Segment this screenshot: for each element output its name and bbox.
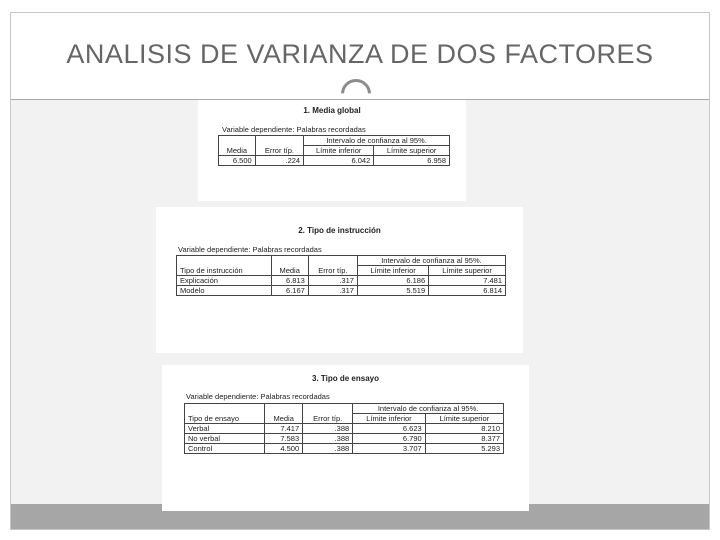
stats-table xyxy=(184,403,504,454)
value-cell: 5.519 xyxy=(357,286,428,296)
value-cell: 6.500 xyxy=(219,156,256,166)
value-cell: 6.958 xyxy=(374,156,450,166)
value-cell: .388 xyxy=(303,444,353,454)
column-header: Error típ. xyxy=(303,414,353,424)
header-cell xyxy=(219,136,256,146)
row-label: Explicación xyxy=(177,276,272,286)
column-header: Límite superior xyxy=(429,266,506,276)
table-title: 2. Tipo de instrucción xyxy=(298,226,381,235)
column-header: Media xyxy=(265,414,303,424)
value-cell: .317 xyxy=(308,276,357,286)
table-media-global xyxy=(198,100,466,201)
value-cell: 6.813 xyxy=(271,276,308,286)
value-cell: .224 xyxy=(255,156,303,166)
value-cell: .388 xyxy=(303,434,353,444)
header-cell xyxy=(265,404,303,414)
value-cell: 8.377 xyxy=(425,434,503,444)
stats-table xyxy=(218,135,450,166)
value-cell: 5.293 xyxy=(425,444,503,454)
dependent-variable: Variable dependiente: Palabras recordadas xyxy=(186,392,330,401)
column-header: Media xyxy=(271,266,308,276)
row-label: No verbal xyxy=(185,434,265,444)
value-cell: .317 xyxy=(308,286,357,296)
table-row xyxy=(219,156,450,166)
stats-table xyxy=(176,255,506,296)
column-header: Media xyxy=(219,146,256,156)
value-cell: 6.814 xyxy=(429,286,506,296)
column-header: Límite inferior xyxy=(353,414,426,424)
value-cell: 8.210 xyxy=(425,424,503,434)
table-tipo-instruccion xyxy=(156,207,523,353)
table-title: 1. Media global xyxy=(303,106,361,115)
column-header: Error típ. xyxy=(255,146,303,156)
dependent-variable: Variable dependiente: Palabras recordadas xyxy=(178,245,322,254)
factor-header: Tipo de instrucción xyxy=(177,266,272,276)
value-cell: 6.042 xyxy=(304,156,374,166)
slide-title: ANALISIS DE VARIANZA DE DOS FACTORES xyxy=(66,39,654,69)
column-header: Límite inferior xyxy=(357,266,428,276)
column-header: Límite inferior xyxy=(304,146,374,156)
table-row xyxy=(177,286,506,296)
value-cell: .388 xyxy=(303,424,353,434)
factor-header: Tipo de ensayo xyxy=(185,414,265,424)
value-cell: 6.186 xyxy=(357,276,428,286)
value-cell: 6.167 xyxy=(271,286,308,296)
ci-header: Intervalo de confianza al 95%. xyxy=(353,404,504,414)
table-row xyxy=(185,434,504,444)
table-title: 3. Tipo de ensayo xyxy=(312,374,379,383)
ci-header: Intervalo de confianza al 95%. xyxy=(304,136,450,146)
table-row xyxy=(185,444,504,454)
table-tipo-ensayo xyxy=(162,365,529,511)
dependent-variable: Variable dependiente: Palabras recordadas xyxy=(222,125,366,134)
value-cell: 6.623 xyxy=(353,424,426,434)
value-cell: 6.790 xyxy=(353,434,426,444)
table-row xyxy=(177,276,506,286)
header-cell xyxy=(185,404,265,414)
row-label: Verbal xyxy=(185,424,265,434)
header-cell xyxy=(255,136,303,146)
value-cell: 7.583 xyxy=(265,434,303,444)
column-header: Error típ. xyxy=(308,266,357,276)
value-cell: 7.481 xyxy=(429,276,506,286)
value-cell: 7.417 xyxy=(265,424,303,434)
column-header: Límite superior xyxy=(374,146,450,156)
row-label: Modelo xyxy=(177,286,272,296)
value-cell: 3.707 xyxy=(353,444,426,454)
column-header: Límite superior xyxy=(425,414,503,424)
table-row xyxy=(185,424,504,434)
header-cell xyxy=(308,256,357,266)
value-cell: 4.500 xyxy=(265,444,303,454)
header-cell xyxy=(177,256,272,266)
header-cell xyxy=(271,256,308,266)
ci-header: Intervalo de confianza al 95%. xyxy=(357,256,505,266)
header-cell xyxy=(303,404,353,414)
row-label: Control xyxy=(185,444,265,454)
